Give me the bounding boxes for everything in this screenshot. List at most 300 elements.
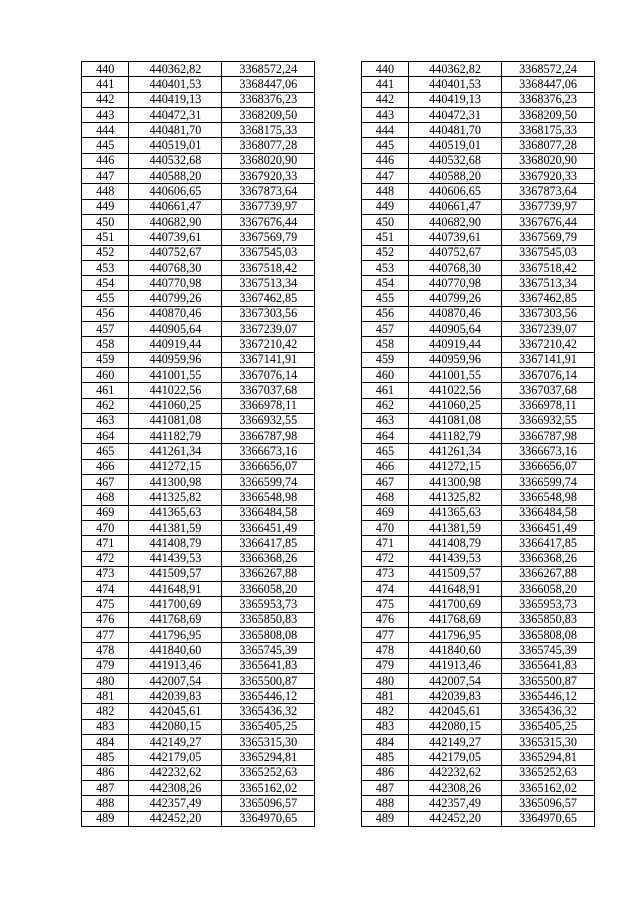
table-row [82, 612, 595, 627]
right-y-coordinate-cell: 3367545,03 [502, 245, 595, 260]
column-spacer [315, 214, 361, 229]
left-x-coordinate-cell: 441439,53 [129, 551, 222, 566]
right-point-number-cell: 443 [361, 107, 408, 122]
right-x-coordinate-cell: 441365,63 [409, 505, 502, 520]
table-row [82, 811, 595, 826]
right-point-number-cell: 476 [361, 612, 408, 627]
right-y-coordinate-cell: 3365500,87 [502, 673, 595, 688]
right-point-number-cell: 486 [361, 765, 408, 780]
column-spacer [315, 566, 361, 581]
right-point-number-cell: 449 [361, 199, 408, 214]
left-y-coordinate-cell: 3367462,85 [222, 291, 315, 306]
column-spacer [315, 658, 361, 673]
right-y-coordinate-cell: 3366932,55 [502, 413, 595, 428]
column-spacer [315, 337, 361, 352]
right-y-coordinate-cell: 3365162,02 [502, 780, 595, 795]
table-row [82, 169, 595, 184]
table-row [82, 765, 595, 780]
column-spacer [315, 306, 361, 321]
column-spacer [315, 199, 361, 214]
left-point-number-cell: 472 [82, 551, 129, 566]
column-spacer [315, 245, 361, 260]
right-point-number-cell: 445 [361, 138, 408, 153]
table-row [82, 230, 595, 245]
right-point-number-cell: 451 [361, 230, 408, 245]
column-spacer [315, 107, 361, 122]
right-point-number-cell: 482 [361, 704, 408, 719]
column-spacer [315, 551, 361, 566]
right-y-coordinate-cell: 3367210,42 [502, 337, 595, 352]
right-y-coordinate-cell: 3366267,88 [502, 566, 595, 581]
right-x-coordinate-cell: 441001,55 [409, 367, 502, 382]
left-y-coordinate-cell: 3365641,83 [222, 658, 315, 673]
right-x-coordinate-cell: 440588,20 [409, 169, 502, 184]
left-point-number-cell: 446 [82, 153, 129, 168]
left-y-coordinate-cell: 3365315,30 [222, 735, 315, 750]
table-row [82, 199, 595, 214]
left-point-number-cell: 475 [82, 597, 129, 612]
right-point-number-cell: 441 [361, 77, 408, 92]
right-point-number-cell: 458 [361, 337, 408, 352]
right-y-coordinate-cell: 3368376,23 [502, 92, 595, 107]
table-row [82, 505, 595, 520]
left-point-number-cell: 470 [82, 520, 129, 535]
right-point-number-cell: 480 [361, 673, 408, 688]
right-point-number-cell: 455 [361, 291, 408, 306]
left-y-coordinate-cell: 3367873,64 [222, 184, 315, 199]
left-x-coordinate-cell: 441081,08 [129, 413, 222, 428]
right-y-coordinate-cell: 3367513,34 [502, 276, 595, 291]
right-point-number-cell: 452 [361, 245, 408, 260]
right-point-number-cell: 479 [361, 658, 408, 673]
left-point-number-cell: 483 [82, 719, 129, 734]
left-x-coordinate-cell: 442179,05 [129, 750, 222, 765]
left-x-coordinate-cell: 442039,83 [129, 689, 222, 704]
right-y-coordinate-cell: 3367920,33 [502, 169, 595, 184]
left-point-number-cell: 457 [82, 322, 129, 337]
left-point-number-cell: 474 [82, 582, 129, 597]
table-row [82, 566, 595, 581]
left-y-coordinate-cell: 3368376,23 [222, 92, 315, 107]
left-point-number-cell: 463 [82, 413, 129, 428]
column-spacer [315, 92, 361, 107]
right-y-coordinate-cell: 3365315,30 [502, 735, 595, 750]
left-x-coordinate-cell: 441840,60 [129, 643, 222, 658]
left-point-number-cell: 464 [82, 429, 129, 444]
left-point-number-cell: 458 [82, 337, 129, 352]
left-x-coordinate-cell: 440752,67 [129, 245, 222, 260]
table-row [82, 429, 595, 444]
column-spacer [315, 780, 361, 795]
table-row [82, 337, 595, 352]
left-point-number-cell: 445 [82, 138, 129, 153]
right-x-coordinate-cell: 441408,79 [409, 536, 502, 551]
right-y-coordinate-cell: 3366599,74 [502, 475, 595, 490]
right-x-coordinate-cell: 441840,60 [409, 643, 502, 658]
right-point-number-cell: 472 [361, 551, 408, 566]
right-y-coordinate-cell: 3366656,07 [502, 459, 595, 474]
right-point-number-cell: 456 [361, 306, 408, 321]
right-x-coordinate-cell: 441022,56 [409, 383, 502, 398]
left-x-coordinate-cell: 441325,82 [129, 490, 222, 505]
coordinates-table [81, 61, 595, 827]
left-point-number-cell: 440 [82, 62, 129, 77]
right-point-number-cell: 487 [361, 780, 408, 795]
right-y-coordinate-cell: 3367141,91 [502, 352, 595, 367]
left-y-coordinate-cell: 3365446,12 [222, 689, 315, 704]
left-point-number-cell: 451 [82, 230, 129, 245]
left-point-number-cell: 459 [82, 352, 129, 367]
left-point-number-cell: 467 [82, 475, 129, 490]
right-x-coordinate-cell: 440519,01 [409, 138, 502, 153]
right-point-number-cell: 477 [361, 627, 408, 642]
table-row [82, 92, 595, 107]
column-spacer [315, 490, 361, 505]
left-x-coordinate-cell: 441300,98 [129, 475, 222, 490]
left-point-number-cell: 454 [82, 276, 129, 291]
right-point-number-cell: 463 [361, 413, 408, 428]
left-point-number-cell: 486 [82, 765, 129, 780]
left-point-number-cell: 465 [82, 444, 129, 459]
left-x-coordinate-cell: 441700,69 [129, 597, 222, 612]
left-point-number-cell: 452 [82, 245, 129, 260]
column-spacer [315, 383, 361, 398]
left-point-number-cell: 456 [82, 306, 129, 321]
left-x-coordinate-cell: 441768,69 [129, 612, 222, 627]
table-row [82, 459, 595, 474]
left-point-number-cell: 477 [82, 627, 129, 642]
left-y-coordinate-cell: 3367037,68 [222, 383, 315, 398]
left-x-coordinate-cell: 440362,82 [129, 62, 222, 77]
right-x-coordinate-cell: 441272,15 [409, 459, 502, 474]
right-y-coordinate-cell: 3365436,32 [502, 704, 595, 719]
right-y-coordinate-cell: 3368209,50 [502, 107, 595, 122]
left-point-number-cell: 448 [82, 184, 129, 199]
right-point-number-cell: 464 [361, 429, 408, 444]
table-row [82, 627, 595, 642]
left-point-number-cell: 485 [82, 750, 129, 765]
left-point-number-cell: 471 [82, 536, 129, 551]
right-point-number-cell: 466 [361, 459, 408, 474]
right-y-coordinate-cell: 3364970,65 [502, 811, 595, 826]
table-row [82, 658, 595, 673]
left-x-coordinate-cell: 441182,79 [129, 429, 222, 444]
column-spacer [315, 612, 361, 627]
right-y-coordinate-cell: 3367518,42 [502, 260, 595, 275]
left-x-coordinate-cell: 441648,91 [129, 582, 222, 597]
right-y-coordinate-cell: 3365294,81 [502, 750, 595, 765]
right-point-number-cell: 489 [361, 811, 408, 826]
left-y-coordinate-cell: 3368447,06 [222, 77, 315, 92]
right-x-coordinate-cell: 440919,44 [409, 337, 502, 352]
left-point-number-cell: 455 [82, 291, 129, 306]
left-x-coordinate-cell: 441509,57 [129, 566, 222, 581]
column-spacer [315, 413, 361, 428]
left-x-coordinate-cell: 441022,56 [129, 383, 222, 398]
left-point-number-cell: 450 [82, 214, 129, 229]
right-x-coordinate-cell: 441261,34 [409, 444, 502, 459]
right-x-coordinate-cell: 442039,83 [409, 689, 502, 704]
left-y-coordinate-cell: 3367303,56 [222, 306, 315, 321]
table-row [82, 245, 595, 260]
column-spacer [315, 77, 361, 92]
right-y-coordinate-cell: 3367569,79 [502, 230, 595, 245]
right-x-coordinate-cell: 441300,98 [409, 475, 502, 490]
right-x-coordinate-cell: 440799,26 [409, 291, 502, 306]
column-spacer [315, 765, 361, 780]
right-x-coordinate-cell: 441700,69 [409, 597, 502, 612]
left-point-number-cell: 441 [82, 77, 129, 92]
left-y-coordinate-cell: 3368572,24 [222, 62, 315, 77]
right-y-coordinate-cell: 3366417,85 [502, 536, 595, 551]
right-x-coordinate-cell: 440532,68 [409, 153, 502, 168]
left-point-number-cell: 449 [82, 199, 129, 214]
column-spacer [315, 444, 361, 459]
right-y-coordinate-cell: 3368020,90 [502, 153, 595, 168]
left-y-coordinate-cell: 3365500,87 [222, 673, 315, 688]
column-spacer [315, 352, 361, 367]
right-y-coordinate-cell: 3366058,20 [502, 582, 595, 597]
table-row [82, 643, 595, 658]
column-spacer [315, 153, 361, 168]
left-y-coordinate-cell: 3365745,39 [222, 643, 315, 658]
left-y-coordinate-cell: 3366451,49 [222, 520, 315, 535]
left-y-coordinate-cell: 3367569,79 [222, 230, 315, 245]
column-spacer [315, 138, 361, 153]
right-x-coordinate-cell: 442007,54 [409, 673, 502, 688]
left-x-coordinate-cell: 442357,49 [129, 796, 222, 811]
column-spacer [315, 475, 361, 490]
right-x-coordinate-cell: 441381,59 [409, 520, 502, 535]
right-x-coordinate-cell: 440472,31 [409, 107, 502, 122]
right-point-number-cell: 448 [361, 184, 408, 199]
table-row [82, 444, 595, 459]
left-point-number-cell: 453 [82, 260, 129, 275]
right-point-number-cell: 442 [361, 92, 408, 107]
column-spacer [315, 735, 361, 750]
table-row [82, 107, 595, 122]
left-x-coordinate-cell: 440419,13 [129, 92, 222, 107]
left-y-coordinate-cell: 3366484,58 [222, 505, 315, 520]
table-row [82, 322, 595, 337]
left-y-coordinate-cell: 3365405,25 [222, 719, 315, 734]
table-row [82, 582, 595, 597]
left-y-coordinate-cell: 3366267,88 [222, 566, 315, 581]
table-row [82, 735, 595, 750]
right-x-coordinate-cell: 440362,82 [409, 62, 502, 77]
right-x-coordinate-cell: 440959,96 [409, 352, 502, 367]
right-y-coordinate-cell: 3367739,97 [502, 199, 595, 214]
right-x-coordinate-cell: 440752,67 [409, 245, 502, 260]
table-row [82, 138, 595, 153]
left-point-number-cell: 488 [82, 796, 129, 811]
left-y-coordinate-cell: 3367739,97 [222, 199, 315, 214]
right-x-coordinate-cell: 440739,61 [409, 230, 502, 245]
left-point-number-cell: 484 [82, 735, 129, 750]
left-x-coordinate-cell: 441060,25 [129, 398, 222, 413]
right-point-number-cell: 446 [361, 153, 408, 168]
right-x-coordinate-cell: 440905,64 [409, 322, 502, 337]
right-x-coordinate-cell: 440401,53 [409, 77, 502, 92]
right-y-coordinate-cell: 3365808,08 [502, 627, 595, 642]
right-point-number-cell: 461 [361, 383, 408, 398]
right-point-number-cell: 484 [361, 735, 408, 750]
left-point-number-cell: 473 [82, 566, 129, 581]
right-x-coordinate-cell: 442308,26 [409, 780, 502, 795]
left-y-coordinate-cell: 3364970,65 [222, 811, 315, 826]
right-point-number-cell: 478 [361, 643, 408, 658]
left-y-coordinate-cell: 3366673,16 [222, 444, 315, 459]
right-x-coordinate-cell: 440682,90 [409, 214, 502, 229]
table-row [82, 383, 595, 398]
left-point-number-cell: 489 [82, 811, 129, 826]
column-spacer [315, 597, 361, 612]
left-y-coordinate-cell: 3368175,33 [222, 123, 315, 138]
right-point-number-cell: 444 [361, 123, 408, 138]
table-row [82, 490, 595, 505]
table-row [82, 276, 595, 291]
right-point-number-cell: 459 [361, 352, 408, 367]
column-spacer [315, 123, 361, 138]
table-row [82, 367, 595, 382]
table-row [82, 77, 595, 92]
column-spacer [315, 322, 361, 337]
left-y-coordinate-cell: 3367545,03 [222, 245, 315, 260]
right-point-number-cell: 469 [361, 505, 408, 520]
left-y-coordinate-cell: 3365294,81 [222, 750, 315, 765]
left-y-coordinate-cell: 3367676,44 [222, 214, 315, 229]
column-spacer [315, 520, 361, 535]
column-spacer [315, 230, 361, 245]
table-row [82, 536, 595, 551]
left-point-number-cell: 442 [82, 92, 129, 107]
left-x-coordinate-cell: 440682,90 [129, 214, 222, 229]
left-x-coordinate-cell: 442080,15 [129, 719, 222, 734]
right-point-number-cell: 470 [361, 520, 408, 535]
left-y-coordinate-cell: 3366058,20 [222, 582, 315, 597]
right-point-number-cell: 454 [361, 276, 408, 291]
right-x-coordinate-cell: 440661,47 [409, 199, 502, 214]
left-x-coordinate-cell: 442149,27 [129, 735, 222, 750]
left-x-coordinate-cell: 442045,61 [129, 704, 222, 719]
left-x-coordinate-cell: 440770,98 [129, 276, 222, 291]
right-y-coordinate-cell: 3365405,25 [502, 719, 595, 734]
right-y-coordinate-cell: 3367676,44 [502, 214, 595, 229]
right-x-coordinate-cell: 441768,69 [409, 612, 502, 627]
left-point-number-cell: 461 [82, 383, 129, 398]
left-x-coordinate-cell: 441261,34 [129, 444, 222, 459]
right-x-coordinate-cell: 441325,82 [409, 490, 502, 505]
right-y-coordinate-cell: 3365850,83 [502, 612, 595, 627]
column-spacer [315, 184, 361, 199]
right-y-coordinate-cell: 3368572,24 [502, 62, 595, 77]
right-point-number-cell: 468 [361, 490, 408, 505]
right-y-coordinate-cell: 3366451,49 [502, 520, 595, 535]
table-row [82, 719, 595, 734]
right-y-coordinate-cell: 3366787,98 [502, 429, 595, 444]
right-point-number-cell: 485 [361, 750, 408, 765]
right-point-number-cell: 460 [361, 367, 408, 382]
right-x-coordinate-cell: 442232,62 [409, 765, 502, 780]
right-x-coordinate-cell: 440870,46 [409, 306, 502, 321]
table-row [82, 689, 595, 704]
table-row [82, 352, 595, 367]
left-x-coordinate-cell: 442232,62 [129, 765, 222, 780]
column-spacer [315, 398, 361, 413]
right-x-coordinate-cell: 441439,53 [409, 551, 502, 566]
left-x-coordinate-cell: 441408,79 [129, 536, 222, 551]
left-x-coordinate-cell: 441365,63 [129, 505, 222, 520]
right-y-coordinate-cell: 3367462,85 [502, 291, 595, 306]
left-x-coordinate-cell: 440768,30 [129, 260, 222, 275]
right-x-coordinate-cell: 441182,79 [409, 429, 502, 444]
right-point-number-cell: 488 [361, 796, 408, 811]
right-y-coordinate-cell: 3365446,12 [502, 689, 595, 704]
column-spacer [315, 536, 361, 551]
left-y-coordinate-cell: 3368077,28 [222, 138, 315, 153]
table-row [82, 398, 595, 413]
left-x-coordinate-cell: 440401,53 [129, 77, 222, 92]
column-spacer [315, 796, 361, 811]
column-spacer [315, 704, 361, 719]
table-row [82, 520, 595, 535]
right-y-coordinate-cell: 3366673,16 [502, 444, 595, 459]
column-spacer [315, 627, 361, 642]
left-point-number-cell: 447 [82, 169, 129, 184]
right-y-coordinate-cell: 3366978,11 [502, 398, 595, 413]
left-y-coordinate-cell: 3366656,07 [222, 459, 315, 474]
table-row [82, 123, 595, 138]
right-x-coordinate-cell: 442179,05 [409, 750, 502, 765]
left-y-coordinate-cell: 3366932,55 [222, 413, 315, 428]
left-x-coordinate-cell: 440739,61 [129, 230, 222, 245]
right-point-number-cell: 474 [361, 582, 408, 597]
left-x-coordinate-cell: 440481,70 [129, 123, 222, 138]
left-point-number-cell: 481 [82, 689, 129, 704]
table-row [82, 551, 595, 566]
left-y-coordinate-cell: 3366368,26 [222, 551, 315, 566]
left-y-coordinate-cell: 3367239,07 [222, 322, 315, 337]
left-x-coordinate-cell: 442007,54 [129, 673, 222, 688]
right-point-number-cell: 453 [361, 260, 408, 275]
right-x-coordinate-cell: 441796,95 [409, 627, 502, 642]
left-x-coordinate-cell: 440905,64 [129, 322, 222, 337]
right-y-coordinate-cell: 3368447,06 [502, 77, 595, 92]
column-spacer [315, 719, 361, 734]
right-point-number-cell: 465 [361, 444, 408, 459]
right-x-coordinate-cell: 440481,70 [409, 123, 502, 138]
left-x-coordinate-cell: 440472,31 [129, 107, 222, 122]
left-point-number-cell: 480 [82, 673, 129, 688]
left-y-coordinate-cell: 3366787,98 [222, 429, 315, 444]
right-point-number-cell: 481 [361, 689, 408, 704]
right-y-coordinate-cell: 3368077,28 [502, 138, 595, 153]
left-x-coordinate-cell: 441272,15 [129, 459, 222, 474]
column-spacer [315, 505, 361, 520]
right-point-number-cell: 475 [361, 597, 408, 612]
left-point-number-cell: 487 [82, 780, 129, 795]
right-x-coordinate-cell: 441648,91 [409, 582, 502, 597]
right-point-number-cell: 447 [361, 169, 408, 184]
right-x-coordinate-cell: 442045,61 [409, 704, 502, 719]
right-x-coordinate-cell: 441081,08 [409, 413, 502, 428]
table-row [82, 62, 595, 77]
table-row [82, 184, 595, 199]
left-x-coordinate-cell: 440919,44 [129, 337, 222, 352]
left-x-coordinate-cell: 440606,65 [129, 184, 222, 199]
left-y-coordinate-cell: 3367141,91 [222, 352, 315, 367]
left-x-coordinate-cell: 440519,01 [129, 138, 222, 153]
